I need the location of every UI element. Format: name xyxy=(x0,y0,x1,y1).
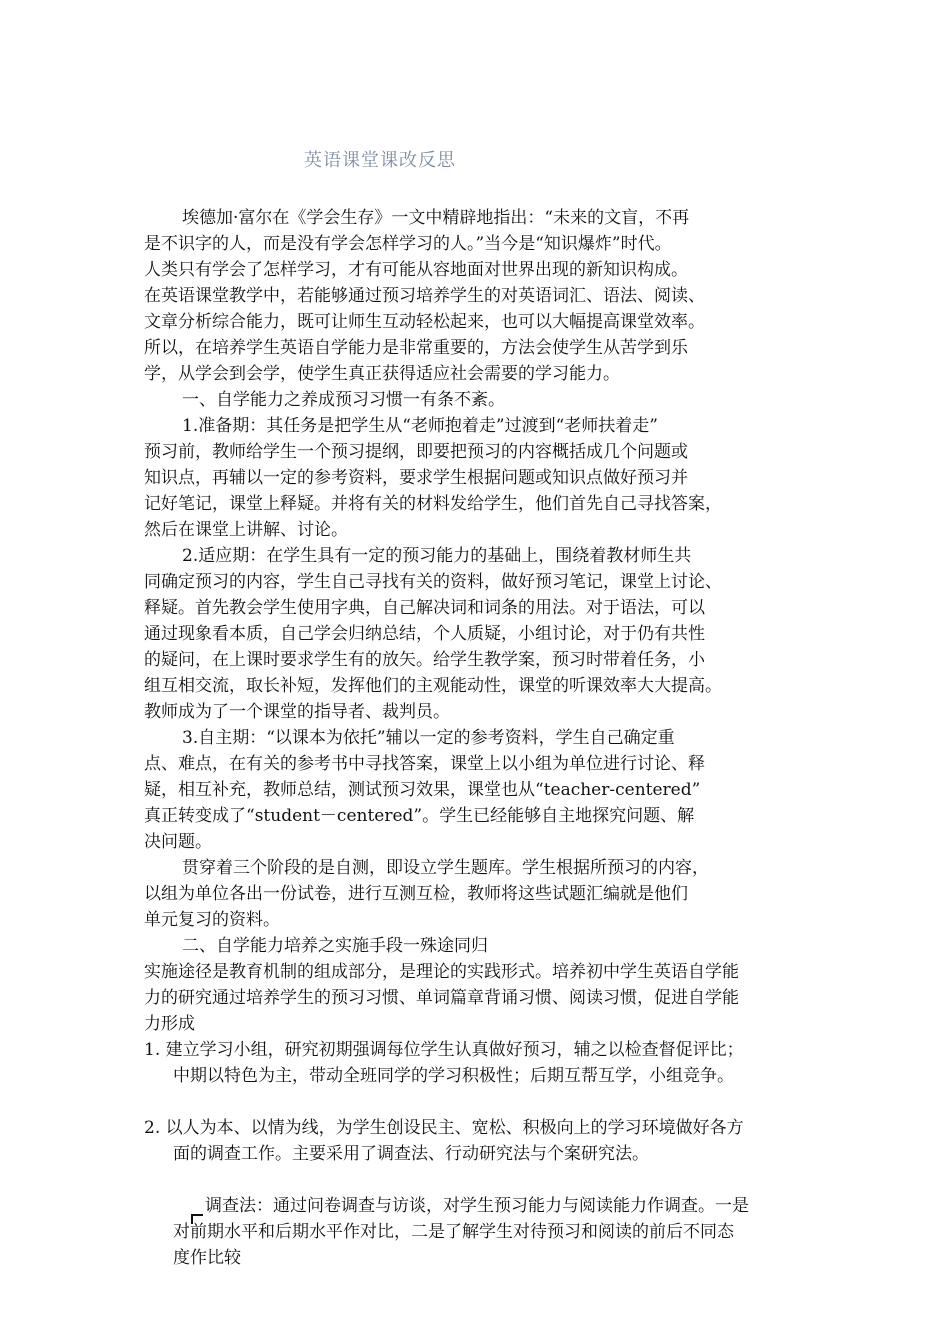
paragraph-line: 决问题。 xyxy=(144,832,212,852)
paragraph-line: 2.适应期：在学生具有一定的预习能力的基础上，围绕着教材师生共 xyxy=(182,546,692,566)
paragraph-line: 埃德加·富尔在《学会生存》一文中精辟地指出：“未来的文盲，不再 xyxy=(182,208,690,228)
paragraph-line: 的疑问，在上课时要求学生有的放矢。给学生教学案，预习时带着任务，小 xyxy=(144,650,705,670)
section-heading: 一、自学能力之养成预习习惯一有条不紊。 xyxy=(182,390,505,410)
paragraph-line: 力形成 xyxy=(144,1014,195,1034)
paragraph-line: 通过现象看本质，自己学会归纳总结，个人质疑，小组讨论，对于仍有共性 xyxy=(144,624,705,644)
paragraph-line: 疑，相互补充，教师总结，测试预习效果，课堂也从“teacher-centered” xyxy=(144,780,701,800)
paragraph-line: 记好笔记，课堂上释疑。并将有关的材料发给学生，他们首先自己寻找答案， xyxy=(144,494,722,514)
list-item-continuation: 面的调查工作。主要采用了调查法、行动研究法与个案研究法。 xyxy=(173,1144,649,1164)
paragraph-line: 组互相交流，取长补短，发挥他们的主观能动性，课堂的听课效率大大提高。 xyxy=(144,676,722,696)
paragraph-line: 同确定预习的内容，学生自己寻找有关的资料，做好预习笔记，课堂上讨论、 xyxy=(144,572,722,592)
paragraph-line: 所以，在培养学生英语自学能力是非常重要的，方法会使学生从苦学到乐 xyxy=(144,338,688,358)
paragraph-line: 度作比较 xyxy=(173,1248,241,1268)
paragraph-line: 以组为单位各出一份试卷，进行互测互检，教师将这些试题汇编就是他们 xyxy=(144,884,688,904)
paragraph-line: 贯穿着三个阶段的是自测，即设立学生题库。学生根据所预习的内容， xyxy=(182,858,709,878)
list-item: 2. 以人为本、以情为线，为学生创设民主、宽松、积极向上的学习环境做好各方 xyxy=(144,1118,744,1138)
paragraph-line: 人类只有学会了怎样学习，才有可能从容地面对世界出现的新知识构成。 xyxy=(144,260,688,280)
paragraph-line: 是不识字的人，而是没有学会怎样学习的人。”当今是“知识爆炸”时代。 xyxy=(144,234,672,254)
paragraph-line: 然后在课堂上讲解、讨论。 xyxy=(144,520,348,540)
paragraph-line: 点、难点，在有关的参考书中寻找答案，课堂上以小组为单位进行讨论、释 xyxy=(144,754,705,774)
paragraph-line: 知识点，再辅以一定的参考资料，要求学生根据问题或知识点做好预习并 xyxy=(144,468,688,488)
paragraph-line: 预习前，教师给学生一个预习提纲，即要把预习的内容概括成几个问题或 xyxy=(144,442,688,462)
paragraph-line: 力的研究通过培养学生的预习习惯、单词篇章背诵习惯、阅读习惯，促进自学能 xyxy=(144,988,739,1008)
paragraph-line: 文章分析综合能力，既可让师生互动轻松起来，也可以大幅提高课堂效率。 xyxy=(144,312,705,332)
list-item: 1. 建立学习小组，研究初期强调每位学生认真做好预习，辅之以检查督促评比； xyxy=(144,1040,744,1060)
paragraph-line: 3.自主期：“以课本为依托”辅以一定的参考资料，学生自己确定重 xyxy=(182,728,675,748)
paragraph-line: 学，从学会到会学，使学生真正获得适应社会需要的学习能力。 xyxy=(144,364,620,384)
section-heading: 二、自学能力培养之实施手段一殊途同归 xyxy=(182,936,488,956)
paragraph-line: 释疑。首先教会学生使用字典，自己解决词和词条的用法。对于语法，可以 xyxy=(144,598,705,618)
paragraph-line: 1.准备期：其任务是把学生从“老师抱着走”过渡到“老师扶着走” xyxy=(182,416,658,436)
page-title: 英语课堂课改反思 xyxy=(304,150,456,171)
paragraph-line: 调查法：通过问卷调查与访谈，对学生预习能力与阅读能力作调查。一是 xyxy=(205,1196,749,1216)
paragraph-line: 教师成为了一个课堂的指导者、裁判员。 xyxy=(144,702,450,722)
list-item-continuation: 中期以特色为主，带动全班同学的学习积极性；后期互帮互学，小组竞争。 xyxy=(173,1066,734,1086)
paragraph-line: 实施途径是教育机制的组成部分，是理论的实践形式。培养初中学生英语自学能 xyxy=(144,962,739,982)
paragraph-line: 在英语课堂教学中，若能够通过预习培养学生的对英语词汇、语法、阅读、 xyxy=(144,286,705,306)
paragraph-line: 真正转变成了“student－centered”。学生已经能够自主地探究问题、解 xyxy=(144,806,695,826)
paragraph-line: 对前期水平和后期水平作对比，二是了解学生对待预习和阅读的前后不同态 xyxy=(173,1222,734,1242)
paragraph-line: 单元复习的资料。 xyxy=(144,910,280,930)
